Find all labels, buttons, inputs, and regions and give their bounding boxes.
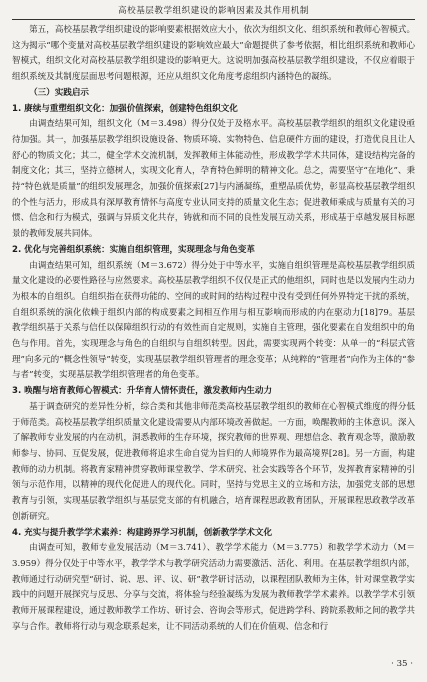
paragraph: 由调查结果可知，组织系统（M＝3.672）得分处于中等水平，实施自组织管理是高校基层教学组织质量文化建设的必要性路径与应然要求。高校基层教学组织不仅仅是正式的他组织，同时也是以发展内生动力为根本的自组织。自组织指在获得功能的、空间的或时间的结构过程中没有受到任何外界特定干扰的系统，自组织系统的演化依赖于组织内部的构成要素之间相互作用与相互影响而形成的内在驱动力[18]79。基层教学组织基于关系与信任以保障组织行动的有效性而自定规则，实施自主管理，强化要素在自发组织中的角色与作用。首先，实现理念与角色的自组织与自组织转型。因此，需要实现两个转变：从单一的“科层式管理”向多元的“概念性领导”转变，实现基层教学组织管理者的理念变革；从纯粹的“管理者”向作为主体的“参与者”转变，实现基层教学组织管理者的角色变革。 <box>12 260 415 381</box>
paragraph: 由调查可知，教师专业发展活动（M＝3.741）、教学学术能力（M＝3.775）和教学学术动力（M＝3.959）得分仅处于中等水平，教学学术与教学研究活动力需要激活、活化、利用。在基层教学组织内部，教师通过行动研究型“研讨、说、思、评、议、研”教学研讨活动，以课程团队教师为主体，针对课堂教学实践中的问题开展探究与反思、分享与交流，将体验与经验凝练为发展为教师教学学术素养。以教学学术引领教师开展课程建设，通过教师教学工作坊、研讨会、咨询会等形式，促进跨学科、跨院系教师之间的教学共享与合作。教师将行动与观念联系起来，让不同活动系统的人们在价值观、信念和行 <box>12 543 415 632</box>
paragraph: 由调查结果可知，组织文化（M＝3.498）得分仅处于及格水平。高校基层教学组织的组织文化建设亟待加强。其一，加强基层教学组织设施设备、物质环境、实物特色、信息硬件方面的建设，打造优良且让人舒心的物质文化；其二，健全学术交流机制，发挥教师主体能动性，形成教学学术共同体，建设结构完备的制度文化；其三，坚持立德树人，实现文化育人，孕育特色鲜明的精神文化。总之，需要坚守“在地化”、秉持“特色就是质量”的组织发展理念，加强价值探索[27]与内涵凝练，重塑品质优势，彰显高校基层教学组织的个性与活力，形成具有深厚教育情怀与高度专业认同支持的质量文化生态；促进教师乘成与质量有关的习惯、信念和行为模式，强调与异质文化共存，铸就和而不同的良性发展互动关系，形成基于卓越发展目标愿景的教师发展共同体。 <box>12 119 415 240</box>
running-header: 高校基层教学组织建设的影响因素及其作用机制 <box>118 6 309 16</box>
header-rule <box>12 19 415 20</box>
subheading: 1. 赓续与重塑组织文化：加强价值探索，创建特色组织文化 <box>12 103 238 114</box>
page-number: · 35 · <box>391 659 413 669</box>
section-heading: （三）实践启示 <box>29 87 89 98</box>
subheading: 4. 充实与提升教学学术素养：构建跨界学习机制，创新教学学术文化 <box>12 527 273 538</box>
subheading: 3. 唤醒与培育教师心智模式：升华育人情怀责任，激发教师内生动力 <box>12 386 273 397</box>
subheading: 2. 优化与完善组织系统：实施自组织管理，实现理念与角色变革 <box>12 244 255 255</box>
main-text <box>12 23 415 635</box>
paragraph: 基于调查研究的差异性分析，综合类和其他非师范类高校基层教学组织的教师在心智模式维度的得分低于师范类。高校基层教学组织质量文化建设需要从内部环境改善做起。一方面，唤醒教师的主体意识。深入了解教师专业发展的内在动机，洞悉教师的生存环境，探究教师的世界观、理想信念、教育观念等，激励教师参与、协同、互促发展，促进教师将追求生命自觉为旨归的人师境界作为最高境界[28]。另一方面，构建教师的动力机制。将教育家精神贯穿教师课堂教学、学术研究、社会实践等各个环节，发挥教育家精神的引领与示范作用，以精神的现代化促进人的现代化。同时，坚持与党思主义的立场和方法，加强党支部的思想教育与引领，实现基层教学组织与基层党支部的有机融合，培育课程思政教育团队，开展课程思政教学改革创新研究。 <box>12 401 415 522</box>
paragraph: 第五，高校基层教学组织建设的影响要素根据效应大小，依次为组织文化、组织系统和教师心智模式。这为揭示“哪个变量对高校基层教学组织建设的影响效应最大”命题提供了参考依据，相比组织系统和教师心智模式，组织文化对高校基层教学组织建设的影响更大。这说明加强高校基层教学组织建设，不仅应着眼于组织系统及其制度层面思考问题根源，还应从组织文化角度考虑组织内涵特色的凝练。 <box>12 25 415 83</box>
